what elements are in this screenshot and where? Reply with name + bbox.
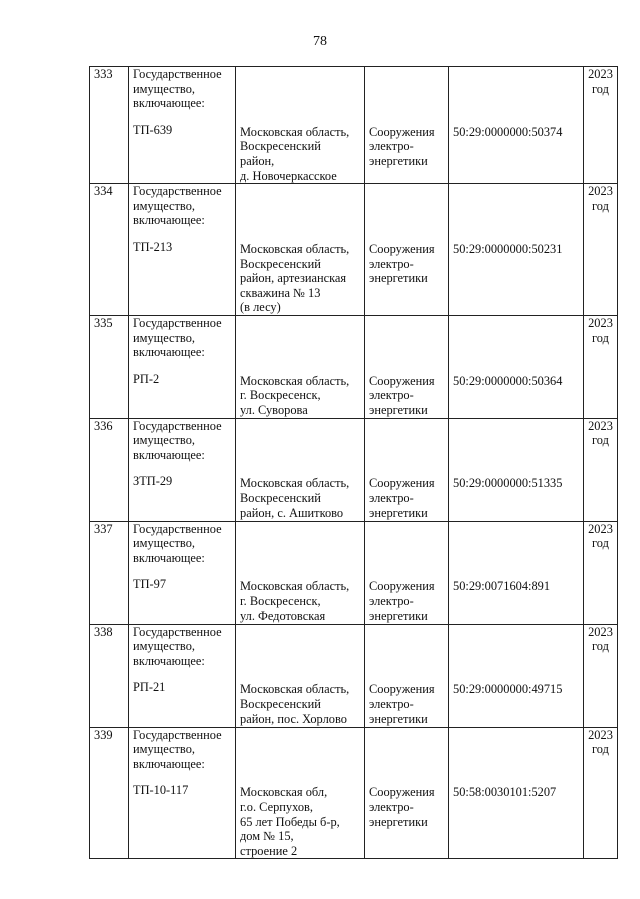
property-heading-line: включающее: [133, 653, 205, 668]
year-line: 2023 [588, 727, 613, 742]
year-line: 2023 [588, 418, 613, 433]
object-name: ЗТП-29 [133, 474, 173, 489]
property-heading-line: включающее: [133, 96, 205, 111]
address-cell [236, 67, 365, 184]
type-line: электро- [369, 139, 414, 154]
property-name-cell [129, 315, 236, 418]
row-number: 337 [90, 521, 129, 624]
row-number: 334 [90, 184, 129, 316]
address-cell [236, 727, 365, 859]
property-name-cell [129, 624, 236, 727]
type-line: Сооружения [369, 785, 435, 800]
address-cell [236, 315, 365, 418]
cadastral-cell [449, 315, 584, 418]
year-line: 2023 [588, 67, 613, 81]
property-heading-line: имущество, [133, 330, 195, 345]
property-heading-line: включающее: [133, 213, 205, 228]
year-cell [584, 418, 618, 521]
table-body [90, 67, 618, 859]
type-line: энергетики [369, 402, 428, 417]
year-line: год [592, 433, 609, 448]
property-heading-line: имущество, [133, 536, 195, 551]
year-line: год [592, 81, 609, 96]
cadastral-cell [449, 184, 584, 316]
year-cell [584, 521, 618, 624]
type-line: Сооружения [369, 124, 435, 139]
year-line: 2023 [588, 521, 613, 536]
address-cell [236, 184, 365, 316]
address-line: Воскресенский [240, 490, 321, 505]
type-cell [365, 315, 449, 418]
year-line: 2023 [588, 624, 613, 639]
cadastral-cell [449, 521, 584, 624]
address-line: г.о. Серпухов, [240, 799, 313, 814]
type-line: Сооружения [369, 373, 435, 388]
year-cell [584, 67, 618, 184]
cadastral-number: 50:29:0000000:50364 [453, 373, 563, 388]
type-line: электро- [369, 490, 414, 505]
address-line: д. Новочеркасское [240, 168, 337, 183]
cadastral-number: 50:29:0000000:49715 [453, 682, 563, 697]
year-cell [584, 727, 618, 859]
cadastral-number: 50:29:0000000:51335 [453, 476, 563, 491]
property-heading-line: имущество, [133, 198, 195, 213]
year-line: год [592, 198, 609, 213]
type-line: Сооружения [369, 579, 435, 594]
address-line: г. Воскресенск, [240, 593, 321, 608]
address-line: ул. Суворова [240, 402, 308, 417]
address-line: скважина № 13 [240, 285, 321, 300]
row-number: 335 [90, 315, 129, 418]
object-name: РП-21 [133, 680, 166, 695]
type-line: энергетики [369, 271, 428, 286]
row-number: 339 [90, 727, 129, 859]
object-name: РП-2 [133, 371, 160, 386]
object-name: ТП-639 [133, 122, 173, 137]
row-number: 336 [90, 418, 129, 521]
address-line: (в лесу) [240, 300, 281, 315]
address-line: Московская область, [240, 241, 350, 256]
object-name: ТП-10-117 [133, 783, 189, 798]
property-name-cell [129, 521, 236, 624]
property-heading-line: включающее: [133, 550, 205, 565]
type-line: Сооружения [369, 476, 435, 491]
year-cell [584, 184, 618, 316]
property-heading-line: Государственное [133, 624, 222, 639]
address-line: строение 2 [240, 843, 298, 858]
type-cell [365, 67, 449, 184]
type-cell [365, 184, 449, 316]
table-row [90, 624, 618, 727]
cadastral-number: 50:58:0030101:5207 [453, 785, 557, 800]
type-cell [365, 624, 449, 727]
property-heading-line: имущество, [133, 639, 195, 654]
property-heading-line: включающее: [133, 345, 205, 360]
property-name-cell [129, 727, 236, 859]
address-line: ул. Федотовская [240, 608, 326, 623]
year-line: год [592, 330, 609, 345]
address-line: район, пос. Хорлово [240, 711, 347, 726]
address-line: 65 лет Победы б-р, [240, 814, 340, 829]
year-line: год [592, 536, 609, 551]
address-line: Воскресенский [240, 696, 321, 711]
cadastral-number: 50:29:0000000:50231 [453, 241, 563, 256]
address-line: Московская область, [240, 124, 350, 139]
property-heading-line: Государственное [133, 315, 222, 330]
type-line: энергетики [369, 505, 428, 520]
table-row [90, 521, 618, 624]
year-cell [584, 624, 618, 727]
address-cell [236, 521, 365, 624]
property-heading-line: Государственное [133, 184, 222, 199]
property-heading-line: Государственное [133, 418, 222, 433]
year-line: год [592, 742, 609, 757]
object-name: ТП-213 [133, 239, 173, 254]
cadastral-cell [449, 67, 584, 184]
cadastral-number: 50:29:0000000:50374 [453, 124, 563, 139]
property-name-cell [129, 418, 236, 521]
type-line: энергетики [369, 153, 428, 168]
address-line: Московская обл, [240, 785, 328, 800]
table-row [90, 418, 618, 521]
address-line: район, [240, 153, 275, 168]
property-heading-line: включающее: [133, 447, 205, 462]
type-line: электро- [369, 593, 414, 608]
cadastral-cell [449, 727, 584, 859]
property-heading-line: включающее: [133, 756, 205, 771]
object-name: ТП-97 [133, 577, 167, 592]
property-heading-line: Государственное [133, 521, 222, 536]
type-line: энергетики [369, 711, 428, 726]
type-line: Сооружения [369, 682, 435, 697]
address-line: Московская область, [240, 579, 350, 594]
address-line: Московская область, [240, 476, 350, 491]
property-name-cell [129, 184, 236, 316]
address-cell [236, 624, 365, 727]
year-line: год [592, 639, 609, 654]
address-line: Воскресенский [240, 139, 321, 154]
type-line: электро- [369, 256, 414, 271]
property-register-table [89, 66, 618, 859]
year-cell [584, 315, 618, 418]
address-line: район, артезианская [240, 271, 347, 286]
type-line: электро- [369, 799, 414, 814]
address-line: Воскресенский [240, 256, 321, 271]
type-line: электро- [369, 388, 414, 403]
address-line: г. Воскресенск, [240, 388, 321, 403]
row-number: 333 [90, 67, 129, 184]
property-heading-line: имущество, [133, 742, 195, 757]
property-heading-line: Государственное [133, 727, 222, 742]
address-cell [236, 418, 365, 521]
address-line: дом № 15, [240, 829, 294, 844]
type-line: Сооружения [369, 241, 435, 256]
table-row [90, 184, 618, 316]
address-line: район, с. Ашитково [240, 505, 344, 520]
address-line: Московская область, [240, 373, 350, 388]
table-row [90, 67, 618, 184]
address-line: Московская область, [240, 682, 350, 697]
cadastral-cell [449, 418, 584, 521]
type-cell [365, 521, 449, 624]
page-number: 78 [313, 34, 327, 49]
property-name-cell [129, 67, 236, 184]
year-line: 2023 [588, 184, 613, 199]
year-line: 2023 [588, 315, 613, 330]
type-line: электро- [369, 696, 414, 711]
type-cell [365, 418, 449, 521]
type-line: энергетики [369, 814, 428, 829]
type-line: энергетики [369, 608, 428, 623]
cadastral-cell [449, 624, 584, 727]
property-heading-line: имущество, [133, 433, 195, 448]
table-row [90, 727, 618, 859]
cadastral-number: 50:29:0071604:891 [453, 579, 551, 594]
table-row [90, 315, 618, 418]
property-heading-line: имущество, [133, 81, 195, 96]
row-number: 338 [90, 624, 129, 727]
property-heading-line: Государственное [133, 67, 222, 81]
type-cell [365, 727, 449, 859]
